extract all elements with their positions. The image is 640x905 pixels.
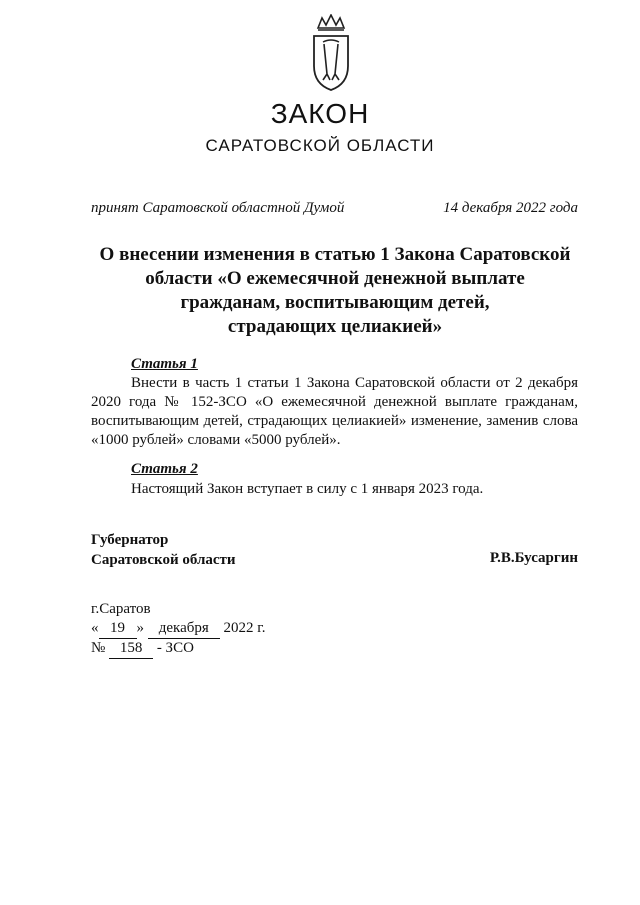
number-prefix: №	[91, 640, 106, 656]
heading-line: О внесении изменения в статью 1 Закона Саратовской	[99, 244, 571, 265]
article-1-title: Статья 1	[131, 356, 198, 372]
signing-date	[91, 619, 265, 639]
saratov-coat-of-arms-icon	[306, 14, 356, 92]
signatory-position	[91, 530, 236, 570]
signing-year: 2022 г.	[223, 620, 266, 636]
law-number	[91, 639, 265, 659]
adopted-by: принят Саратовской областной Думой	[91, 200, 345, 216]
heading-line: страдающих целиакией»	[227, 316, 443, 337]
article-2-title: Статья 2	[131, 461, 198, 477]
document-subtitle: САРАТОВСКОЙ ОБЛАСТИ	[205, 136, 435, 155]
position-line: Губернатор	[91, 532, 169, 548]
signing-details	[91, 600, 265, 659]
number-value: 158	[109, 639, 153, 659]
heading-line: области «О ежемесячной денежной выплате	[145, 268, 525, 289]
signing-city: г.Саратов	[91, 601, 151, 617]
article-1-text: Внести в часть 1 статьи 1 Закона Саратовской области от 2 декабря 2020 года № 152-ЗСО «О ежемесячной денежной выплате гражданам, воспитывающим детей, страдающих целиакией» изменение, заменив слова «1000 рублей» словами «5000 рублей».	[91, 375, 578, 448]
signing-month: декабря	[148, 619, 220, 639]
signatory-name: Р.В.Бусаргин	[489, 550, 578, 566]
document-title: ЗАКОН	[270, 98, 370, 129]
close-quote: »	[136, 620, 144, 636]
number-suffix: - ЗСО	[156, 640, 194, 656]
open-quote: «	[91, 620, 99, 636]
law-heading	[70, 243, 600, 339]
position-line: Саратовской области	[91, 552, 236, 568]
adopted-date: 14 декабря 2022 года	[443, 200, 578, 216]
heading-line: гражданам, воспитывающим детей,	[180, 292, 490, 313]
article-2-text: Настоящий Закон вступает в силу с 1 января 2023 года.	[131, 481, 484, 497]
signing-day: 19	[99, 619, 137, 639]
